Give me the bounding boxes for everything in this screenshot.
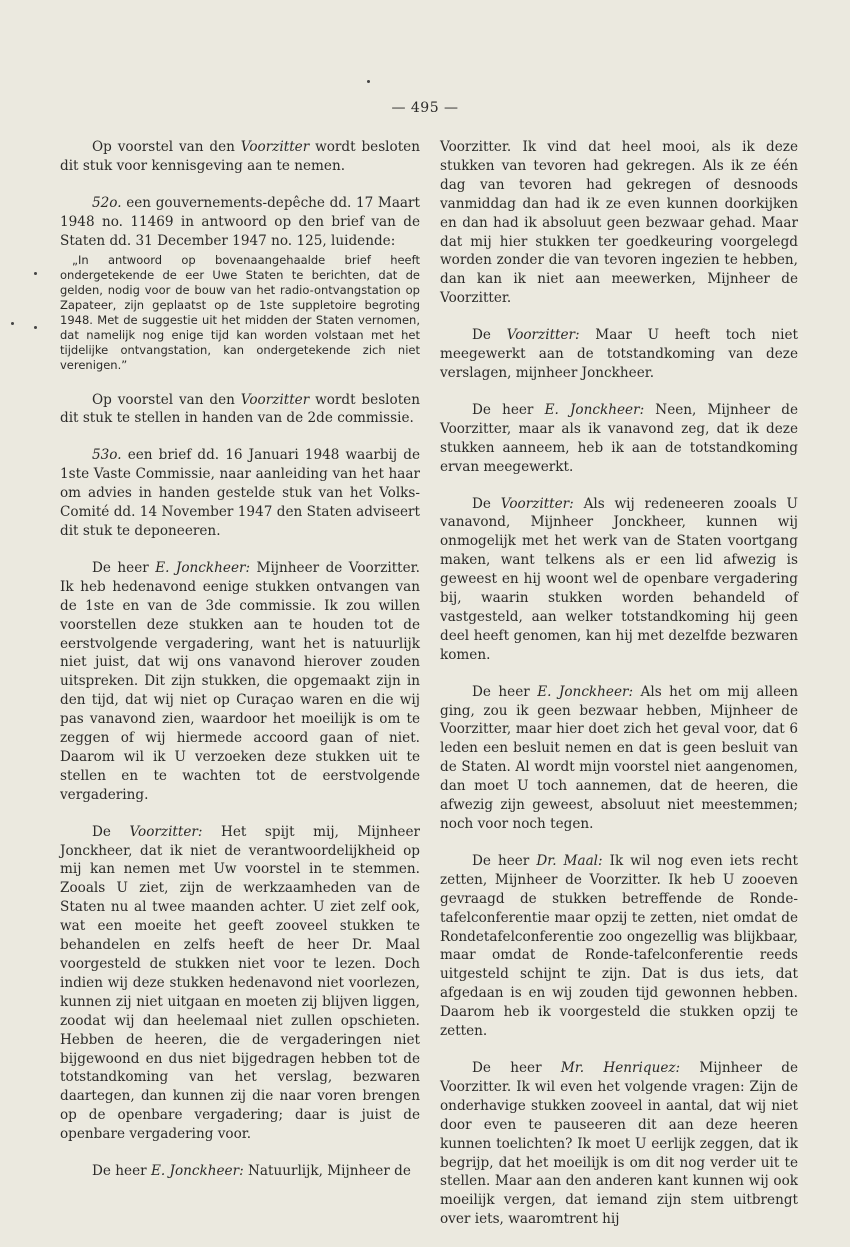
paragraph: Op voorstel van den Voorzitter wordt besloten dit stuk te stellen in handen van de 2de commissie. — [60, 391, 420, 427]
speaker-name: E. Jonckheer: — [537, 683, 634, 700]
speaker-name: Voorzitter: — [500, 495, 574, 512]
speck — [11, 322, 14, 325]
item-number: 53o. — [92, 447, 122, 464]
right-column — [440, 138, 798, 1247]
speaker-name: E. Jonckheer: — [155, 559, 251, 576]
speck — [34, 272, 37, 275]
paragraph: De heer Dr. Maal: Ik wil nog even iets recht zetten, Mijnheer de Voorzitter. Ik heb U zooeven gevraagd de stukken betreffende de Ronde-tafelconferentie maar opzij te zetten, niet omdat de Rondetafelconferentie zoo ongezellig was blijkbaar, maar omdat de Ronde-tafelconferentie reeds uitgesteld schijnt te zijn. Dat is dus iets, dat afgedaan is en wij zouden tijd gewonnen hebben. Daarom heb ik voorgesteld die stukken opzij te zetten. — [440, 852, 798, 1040]
speaker-name: Mr. Henriquez: — [560, 1059, 681, 1076]
paragraph: De heer E. Jonckheer: Mijnheer de Voorzitter. Ik heb hedenavond eenige stukken ontvangen van de 1ste en van de 3de commissie. Ik zou willen voorstellen deze stukken aan te houden tot de eerstvolgende vergadering, want het is natuurlijk niet juist, dat wij ons vanavond hierover zouden uitspreken. Dit zijn stukken, die opgemaakt zijn in den tijd, dat wij niet op Curaçao waren en die wij pas vanavond zien, waardoor het moeilijk is om te zeggen of wij hiermede accoord gaan of niet. Daarom wil ik U verzoeken deze stukken uit te stellen en te wachten tot de eerstvolgende vergadering. — [60, 559, 421, 803]
speaker-name: Voorzitter — [240, 391, 310, 408]
speaker-name: Voorzitter: — [506, 327, 580, 344]
paragraph: De heer E. Jonckheer: Als het om mij alleen ging, zou ik geen bezwaar hebben, Mijnheer de Voorzitter, maar hier doet zich het geval voor, dat 6 leden een besluit nemen en dat is geen besluit van de Staten. Al wordt mijn voorstel niet aangenomen, dan moet U toch aannemen, dat de heeren, die afwezig zijn geweest, absoluut niet meestemmen; noch voor noch tegen. — [440, 683, 798, 832]
page-number: — 495 — — [391, 100, 459, 116]
paragraph: Op voorstel van den Voorzitter wordt besloten dit stuk voor kennisgeving aan te nemen. — [60, 139, 420, 174]
paragraph: De Voorzitter: Maar U heeft toch niet meegewerkt aan de totstandkoming van deze verslagen, mijnheer Jonckheer. — [440, 327, 799, 381]
agenda-item-52: 52o. een gouvernements-depêche dd. 17 Maart 1948 no. 11469 in antwoord op den brief van de Staten dd. 31 December 1947 no. 125, luidende: — [60, 194, 420, 249]
speaker-name: Voorzitter — [240, 139, 310, 155]
paragraph: De Voorzitter: Als wij redeneeren zooals U vanavond, Mijnheer Jonckheer, kunnen wij onmogelijk met het werk van de Staten voortgang maken, want telkens als er een lid afwezig is geweest en hij woont wel de openbare vergadering bij, waarin stukken worden behandeld of vastgesteld, aan welker totstandkoming hij geen deel heeft genomen, kan hij met dezelfde bezwaren komen. — [440, 495, 799, 663]
paragraph: De heer E. Jonckheer: Neen, Mijnheer de Voorzitter, maar als ik vanavond zeg, dat ik deze stukken aanneem, heb ik aan de totstandkoming ervan meegewerkt. — [440, 401, 798, 475]
paragraph: Voorzitter. Ik vind dat heel mooi, als ik deze stukken van tevoren had gekregen. Als ik ze één dag van tevoren had gekregen of desnoods vanmiddag dan had ik ze even kunnen doorkijken en dan had ik absoluut geen bezwaar gehad. Maar dat mij hier stukken ter goedkeuring voorgelegd worden zonder die van tevoren ingezien te hebben, dan kan ik niet aan meewerken, Mijnheer de Voorzitter. — [440, 139, 798, 307]
speaker-name: Voorzitter: — [129, 823, 203, 840]
item-number: 52o. — [92, 194, 122, 211]
speaker-name: E. Jonckheer: — [150, 1163, 244, 1180]
speck — [34, 326, 37, 329]
left-column — [60, 138, 420, 1199]
paragraph: De Voorzitter: Het spijt mij, Mijnheer Jonckheer, dat ik niet de verantwoordelijkheid op mij kan nemen met Uw voorstel in te stemmen. Zooals U ziet, zijn de werkzaamheden van de Staten nu al twee maanden achter. U ziet zelf ook, wat een moeite het geeft zooveel stukken te behandelen en zelfs heeft de heer Dr. Maal voorgesteld de stukken niet voor te lezen. Doch indien wij deze stukken hedenavond niet voorlezen, kunnen zij niet uitgaan en moeten zij blijven liggen, zoodat wij dan heelemaal niet zullen opschieten. Hebben de heeren, die de vergaderingen niet bijgewoond en dus niet bijgedragen hebben tot de totstandkoming van het verslag, bezwaren daartegen, dan kunnen zij die naar voren brengen op de openbare vergadering; daar is juist de openbare vergadering voor. — [60, 823, 421, 1143]
agenda-item-53: 53o. een brief dd. 16 Januari 1948 waarbij de 1ste Vaste Commissie, naar aanleiding van het haar om advies in handen gestelde stuk van het Volks-Comité dd. 14 November 1947 den Staten adviseert dit stuk te deponeeren. — [60, 447, 420, 539]
paragraph: De heer Mr. Henriquez: Mijnheer de Voorzitter. Ik wil even het volgende vragen: Zijn de onderhavige stukken zooveel in aantal, dat wij niet door even te pauseeren dit aan deze heeren kunnen toelichten? Ik moet U eerlijk zeggen, dat ik begrijp, dat het moeilijk is om dit nog verder uit te stellen. Maar aan den anderen kant kunnen wij ook moeilijk vergen, dat iemand zijn stem uitbrengt over iets, waaromtrent hij — [440, 1059, 798, 1228]
quoted-letter: „In antwoord op bovenaangehaalde brief heeft ondergetekende de eer Uwe Staten te berichten, dat de gelden, nodig voor de bouw van het radio-ontvangstation op Zapateer, zijn geplaatst op de 1ste suppletoire begroting 1948. Met de suggestie uit het midden der Staten vernomen, dat namelijk nog enige tijd kan worden volstaan met het tijdelijke ontvangstation, kan ondergetekende zich niet verenigen.” — [60, 252, 420, 372]
speaker-name: E. Jonckheer: — [544, 401, 645, 418]
speaker-name: Dr. Maal: — [536, 852, 603, 869]
paragraph: De heer E. Jonckheer: Natuurlijk, Mijnheer de — [92, 1163, 411, 1180]
speck — [367, 80, 370, 83]
